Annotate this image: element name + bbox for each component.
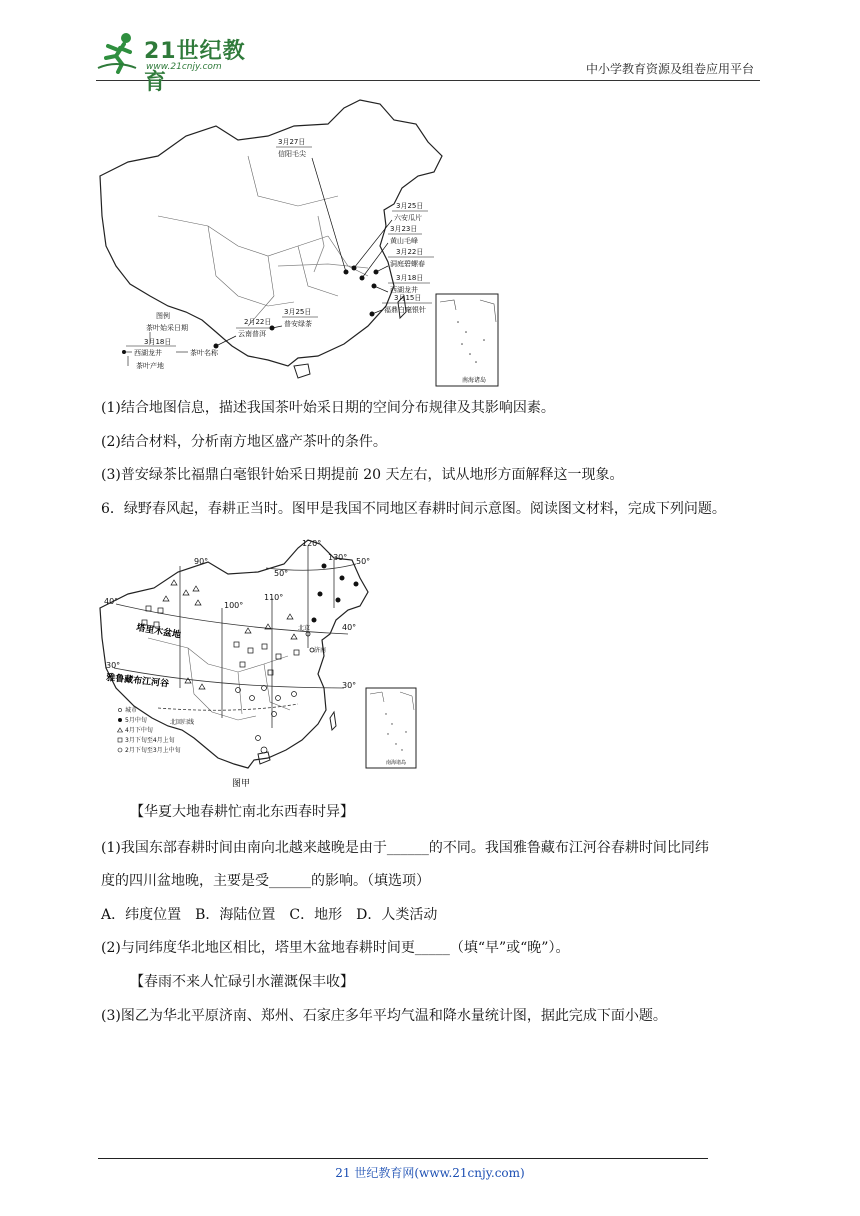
legend-origin: 茶叶产地	[136, 362, 164, 370]
question-6-1-line2: 度的四川盆地晚，主要是受______的影响。（填选项）	[101, 873, 430, 889]
site-logo	[96, 30, 266, 95]
legend2-feb: 2月下旬至3月上中旬	[125, 747, 181, 754]
runner-logo-icon	[96, 30, 142, 74]
map2-caption: 图甲	[232, 779, 251, 789]
label-date-puer: 2月22日	[244, 318, 272, 326]
question-6-1-line1: (1)我国东部春耕时间由南向北越来越晚是由于______的不同。我国雅鲁藏布江河谷春耕时间比同纬	[101, 840, 709, 856]
beijing-label: 北京	[298, 625, 311, 632]
symbols-march	[142, 606, 299, 675]
label-date-luan: 3月25日	[396, 202, 424, 210]
label-name-longjing: 西湖龙井	[390, 286, 418, 294]
platform-name: 中小学教育资源及组卷应用平台	[585, 62, 754, 76]
symbols-feb	[236, 686, 297, 754]
river-line	[278, 216, 368, 272]
question-6-options: A．纬度位置 B．海陆位置 C．地形 D．人类活动	[101, 907, 438, 923]
lat-30-left: 30°	[106, 661, 121, 670]
lon-90: 90°	[194, 557, 209, 566]
question-6-2: (2)与同纬度华北地区相比，塔里木盆地春耕时间更_____（填“早”或“晚”）。	[101, 940, 570, 956]
tropic-label: 北回归线	[170, 719, 195, 726]
label-date-baihao: 3月15日	[394, 294, 422, 302]
legend-title: 图例	[156, 312, 170, 320]
legend2-march: 3月下旬至4月上旬	[125, 737, 175, 744]
lat-40-right: 40°	[342, 623, 357, 632]
question-tea-3: (3)普安绿茶比福鼎白毫银针始采日期提前 20 天左右，试从地形方面解释这一现象。	[101, 467, 624, 483]
label-name-puan: 普安绿茶	[284, 320, 312, 328]
legend-tea-name: 茶叶名称	[190, 349, 218, 357]
question-6-3: (3)图乙为华北平原济南、郑州、石家庄多年平均气温和降水量统计图，据此完成下面小题。	[101, 1008, 667, 1024]
lat-30-right: 30°	[342, 681, 357, 690]
south-sea-inset	[436, 294, 498, 386]
page-footer[interactable]: 21 世纪教育网(www.21cnjy.com)	[335, 1166, 525, 1180]
lat-50-right: 50°	[356, 557, 371, 566]
lon-120: 120°	[302, 539, 322, 548]
south-sea-inset-2	[366, 688, 416, 768]
question-6-intro: 6．绿野春风起，春耕正当时。图甲是我国不同地区春耕时间示意图。阅读图文材料，完成下列问题。	[101, 501, 726, 517]
question-tea-1: (1)结合地图信息，描述我国茶叶始采日期的空间分布规律及其影响因素。	[101, 400, 555, 416]
page-header	[96, 30, 760, 95]
jinan-label: 济南	[314, 647, 327, 654]
spring-plowing-map	[98, 538, 418, 790]
map2-legend	[118, 706, 181, 754]
tarim-basin-label: 塔里木盆地	[135, 623, 182, 641]
legend-start-date-label: 茶叶始采日期	[146, 324, 188, 332]
lat-40-left: 40°	[104, 597, 119, 606]
label-name-luan: 六安瓜片	[394, 214, 422, 222]
label-date-biluochun: 3月22日	[396, 248, 424, 256]
label-name-biluochun: 洞庭碧螺春	[390, 260, 425, 268]
legend2-april: 4月下中旬	[125, 727, 153, 734]
lon-130: 130°	[328, 553, 348, 562]
tea-map	[98, 96, 503, 388]
legend-tea: 西湖龙井	[134, 349, 162, 357]
label-name-xinyang: 信阳毛尖	[278, 150, 306, 158]
section-title-2: 【春雨不来人忙碌引水灌溉保丰收】	[130, 974, 354, 990]
label-date-longjing: 3月18日	[396, 274, 424, 282]
footer-divider	[98, 1158, 708, 1159]
yarlung-valley-label: 雅鲁藏布江河谷	[105, 673, 170, 690]
lon-100: 100°	[224, 601, 244, 610]
section-title-1: 【华夏大地春耕忙南北东西春时异】	[130, 804, 354, 820]
legend-date: 3月18日	[144, 338, 172, 346]
taiwan-island-2	[330, 712, 336, 730]
map1-legend	[122, 311, 219, 370]
hainan-island	[294, 364, 310, 378]
symbols-may	[312, 564, 359, 623]
legend2-may: 5月中旬	[125, 717, 147, 724]
legend2-city: 城市	[125, 707, 138, 714]
label-name-baihao: 福鼎白毫银针	[384, 306, 426, 314]
question-tea-2: (2)结合材料，分析南方地区盛产茶叶的条件。	[101, 434, 387, 450]
lat-50-left: 50°	[274, 569, 289, 578]
logo-url: www.21cnjy.com	[146, 62, 222, 72]
label-date-xinyang: 3月27日	[278, 138, 306, 146]
lon-110: 110°	[264, 593, 284, 602]
label-name-puer: 云南普洱	[238, 330, 266, 338]
south-sea-label: 南海诸岛	[462, 377, 487, 384]
south-sea-label-2: 南海诸岛	[386, 760, 407, 766]
label-date-puan: 3月25日	[284, 308, 312, 316]
label-date-huangshan: 3月23日	[390, 225, 418, 233]
logo-text: 21世纪教育	[144, 39, 246, 95]
label-name-huangshan: 黄山毛峰	[390, 237, 418, 245]
